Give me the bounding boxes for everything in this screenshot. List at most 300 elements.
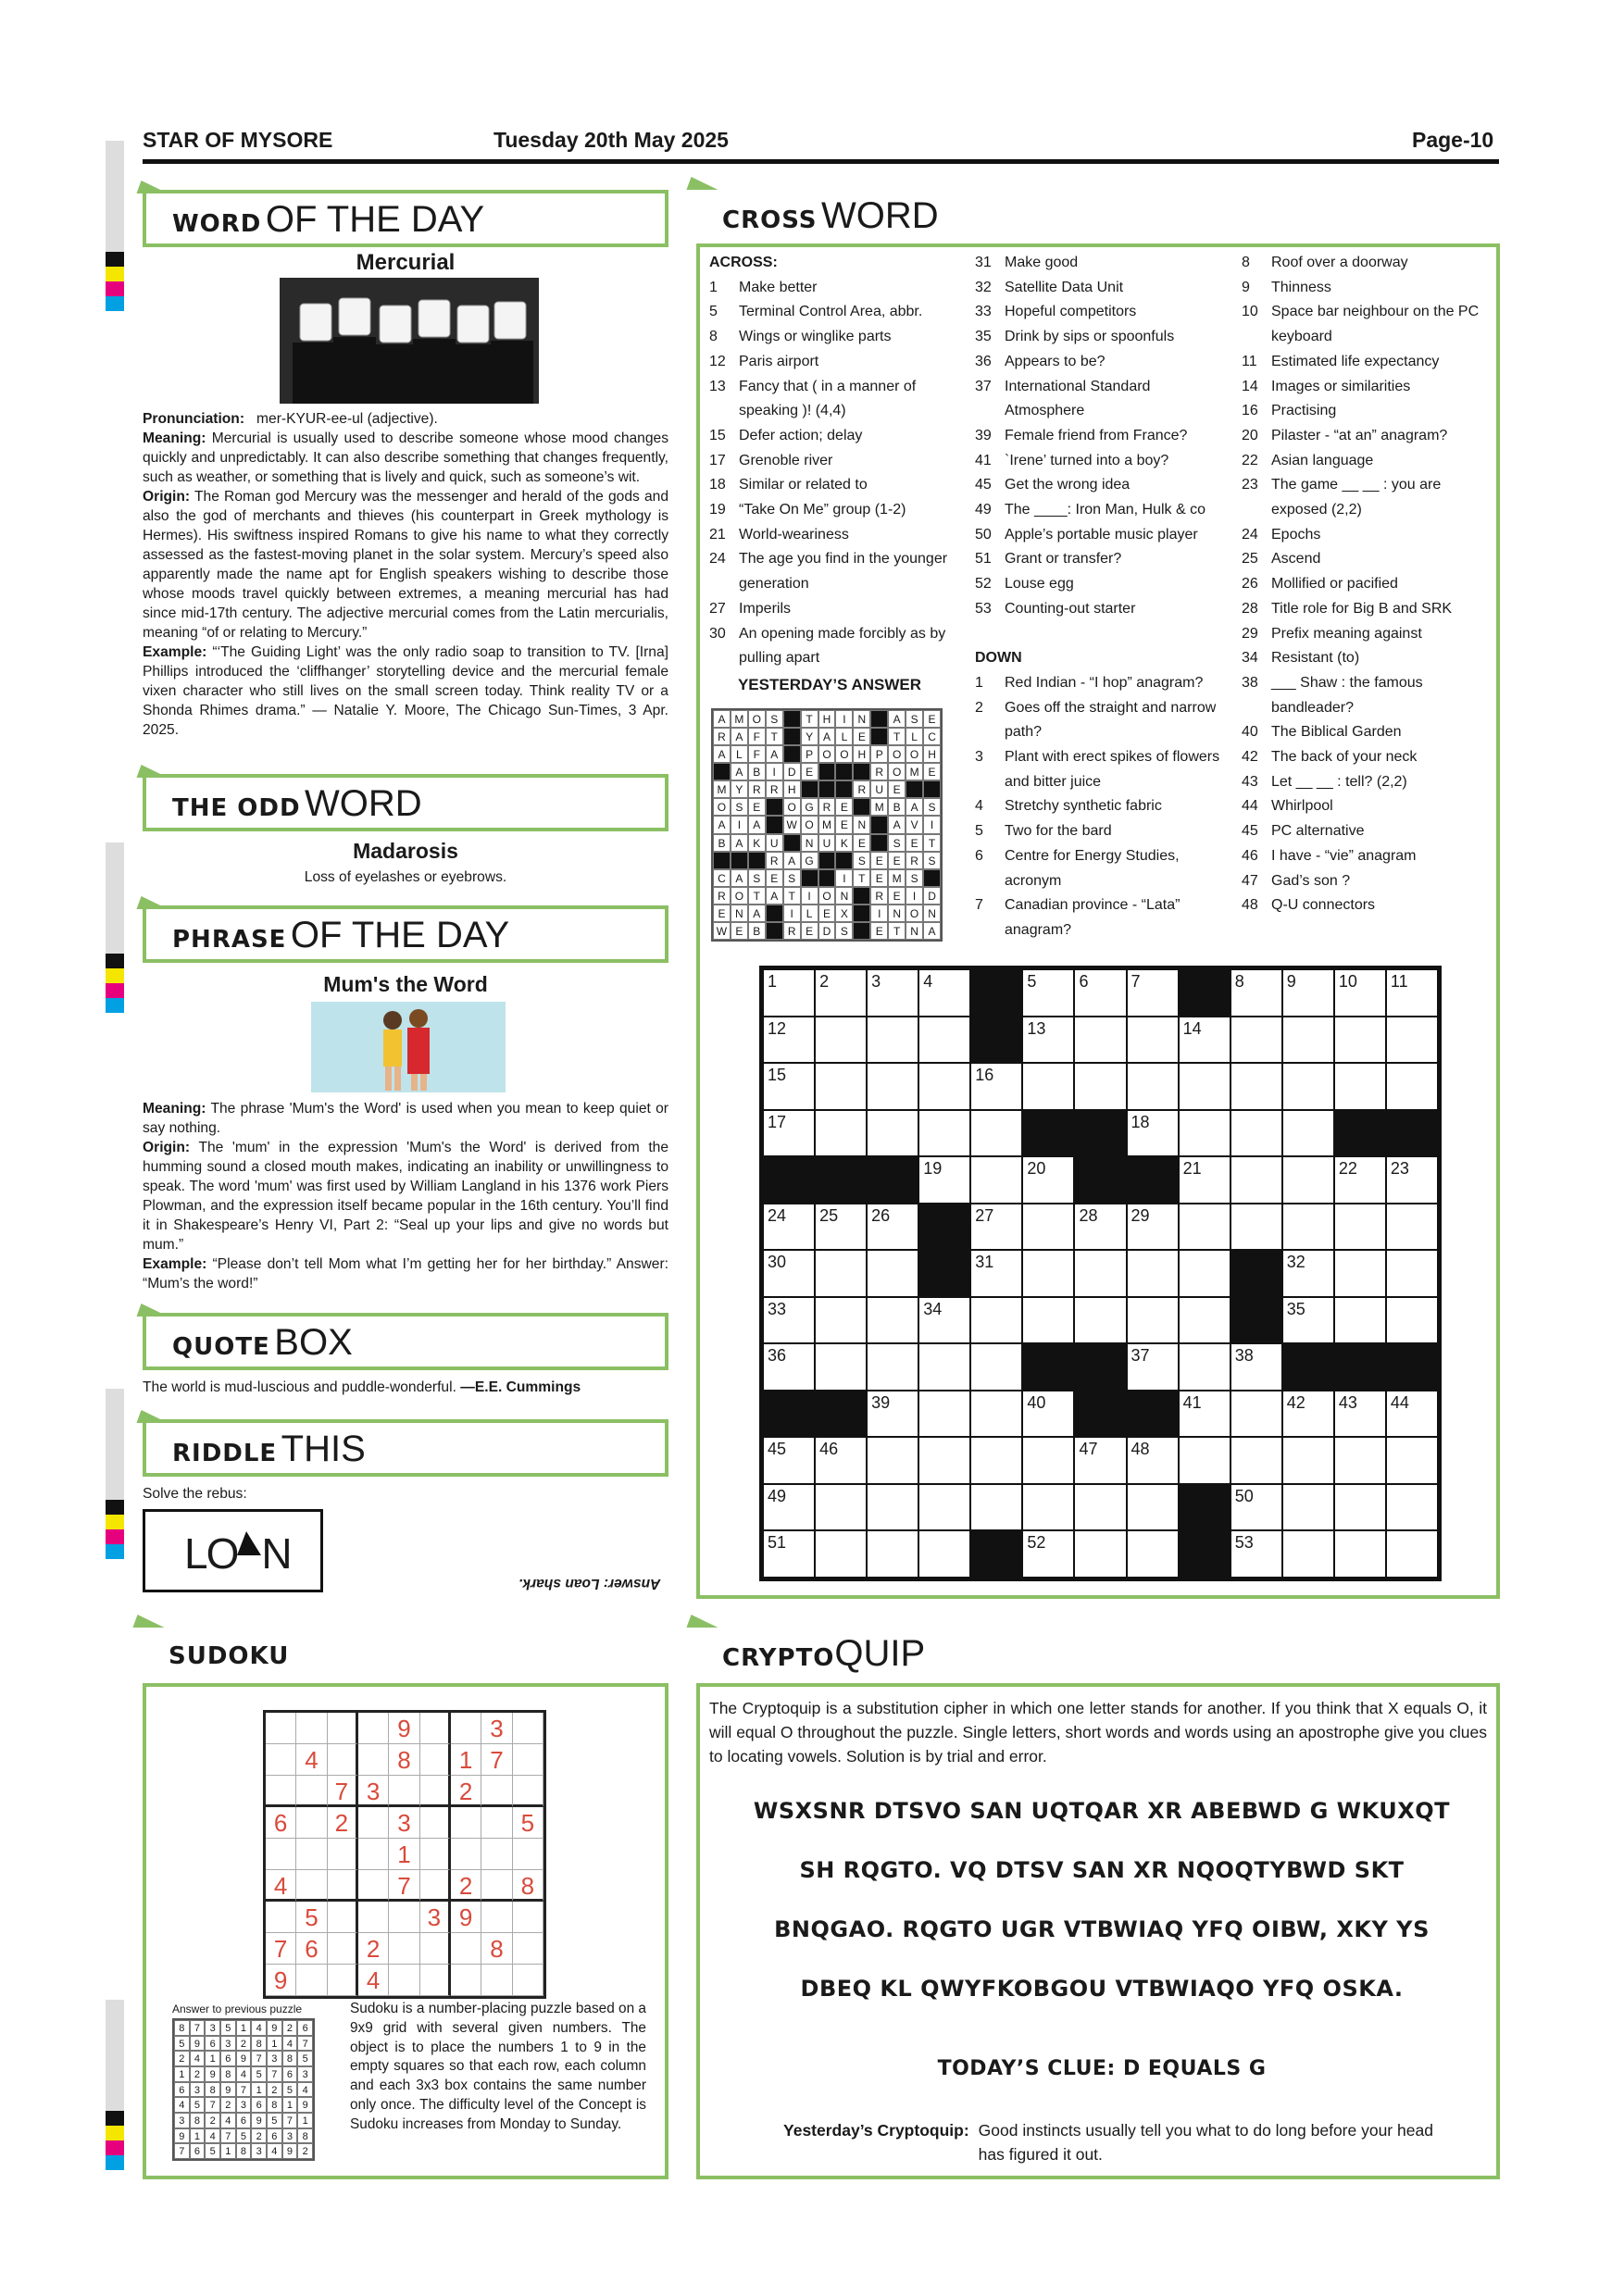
clue-text: Red Indian - “I hop” anagram? (1005, 674, 1204, 691)
crossword-cell[interactable] (1179, 1437, 1230, 1484)
crossword-cell[interactable] (815, 1484, 867, 1531)
crossword-cell[interactable] (1282, 1530, 1334, 1578)
crossword-cell[interactable] (970, 1343, 1022, 1391)
crossword-cell[interactable] (1282, 1017, 1334, 1064)
sudoku-empty-cell[interactable] (513, 1776, 543, 1807)
crossword-cell[interactable]: 36 (763, 1343, 815, 1391)
clue-text: Grant or transfer? (1005, 551, 1122, 568)
crossword-cell[interactable] (1179, 1343, 1230, 1391)
crossword-cell[interactable] (1127, 1063, 1179, 1110)
crossword-cell[interactable]: 38 (1230, 1343, 1282, 1391)
crossword-cell[interactable] (918, 1530, 970, 1578)
crossword-cell[interactable] (970, 1110, 1022, 1157)
answer-cell: I (835, 710, 853, 728)
crossword-cell[interactable] (1230, 1204, 1282, 1251)
crossword-cell[interactable] (1230, 1063, 1282, 1110)
crossword-cell[interactable] (1282, 1204, 1334, 1251)
crossword-cell[interactable] (1334, 1437, 1386, 1484)
crossword-cell[interactable]: 19 (918, 1156, 970, 1204)
clue-number: 45 (1242, 823, 1258, 840)
sudoku-empty-cell[interactable] (266, 1713, 296, 1744)
crossword-cell[interactable] (1282, 1484, 1334, 1531)
answer-cell: R (853, 780, 870, 798)
crossword-cell[interactable] (918, 1110, 970, 1157)
sudoku-empty-cell[interactable] (451, 1933, 481, 1965)
answer-black-cell (818, 852, 836, 869)
crossword-title (696, 190, 1500, 247)
crossword-cell[interactable] (1282, 1110, 1334, 1157)
clue-text: Images or similarities (1271, 378, 1411, 394)
crossword-cell[interactable]: 28 (1074, 1204, 1126, 1251)
answer-black-cell (766, 798, 783, 816)
clue-number: 9 (1242, 279, 1250, 295)
crossword-cell[interactable]: 42 (1282, 1391, 1334, 1438)
crossword-cell[interactable]: 16 (970, 1063, 1022, 1110)
crossword-cell[interactable]: 45 (763, 1437, 815, 1484)
crossword-cell[interactable]: 13 (1022, 1017, 1074, 1064)
sudoku-empty-cell[interactable] (389, 1902, 419, 1933)
answer-cell: T (923, 834, 941, 852)
sudoku-empty-cell[interactable] (328, 1870, 358, 1902)
crossword-cell[interactable]: 37 (1127, 1343, 1179, 1391)
sudoku-answer-cell: 6 (205, 2036, 220, 2052)
crossword-cell[interactable] (1334, 1063, 1386, 1110)
clue-number: 1 (709, 279, 718, 295)
crossword-cell[interactable] (1074, 1484, 1126, 1531)
crossword-black-cell (1127, 1156, 1179, 1204)
clue-item (975, 547, 1225, 572)
sudoku-empty-cell[interactable] (266, 1902, 296, 1933)
crossword-cell[interactable]: 20 (1022, 1156, 1074, 1204)
sudoku-answer-cell: 4 (267, 2143, 282, 2159)
crossword-cell[interactable] (970, 1437, 1022, 1484)
crossword-cell[interactable] (815, 1017, 867, 1064)
title-flag (686, 177, 722, 190)
sudoku-answer-cell: 5 (220, 2020, 236, 2036)
sudoku-answer-cell: 5 (190, 2097, 206, 2113)
sudoku-empty-cell[interactable] (513, 1902, 543, 1933)
clue-item (1242, 819, 1487, 844)
sudoku-empty-cell[interactable] (389, 1965, 419, 1996)
crossword-cell[interactable] (1230, 1110, 1282, 1157)
crossword-cell[interactable]: 4 (918, 969, 970, 1017)
crossword-cell[interactable]: 14 (1179, 1017, 1230, 1064)
sudoku-answer-cell: 5 (236, 2128, 252, 2144)
crossword-cell[interactable] (918, 1484, 970, 1531)
sudoku-given-cell: 9 (266, 1965, 296, 1996)
quote-title (143, 1313, 668, 1370)
crossword-cell[interactable]: 7 (1127, 969, 1179, 1017)
sudoku-empty-cell[interactable] (328, 1902, 358, 1933)
clue-text: Gad’s son ? (1271, 872, 1351, 889)
title-flag (136, 765, 172, 778)
answer-cell: R (766, 780, 783, 798)
sudoku-empty-cell[interactable] (481, 1839, 512, 1870)
crossword-cell[interactable] (1074, 1017, 1126, 1064)
answer-cell: E (835, 798, 853, 816)
sudoku-answer-cell: 7 (297, 2036, 313, 2052)
sudoku-empty-cell[interactable] (420, 1807, 451, 1839)
crossword-cell[interactable] (1127, 1484, 1179, 1531)
origin-text: The 'mum' in the expression 'Mum's the Word' is derived from the humming sound a closed mouth makes, indicating an inability or unwillingness to speak. The word 'mum' was first used by William Langland in his 1376 work Piers Plowman, and the expression itself became popular in the 16th century. You’ll find it in Shakespeare’s Henry VI, Part 2: “Seal up your lips and give no words but mum.” (143, 1140, 668, 1253)
sudoku-empty-cell[interactable] (451, 1965, 481, 1996)
crossword-cell[interactable]: 47 (1074, 1437, 1126, 1484)
clue-number: 22 (1242, 452, 1258, 468)
answer-cell: A (783, 852, 801, 869)
crossword-cell[interactable]: 26 (867, 1204, 918, 1251)
crossword-cell[interactable]: 51 (763, 1530, 815, 1578)
crossword-cell[interactable] (1386, 1297, 1438, 1344)
crossword-cell[interactable]: 22 (1334, 1156, 1386, 1204)
clue-item (709, 547, 955, 596)
sudoku-empty-cell[interactable] (481, 1870, 512, 1902)
sudoku-answer-cell: 9 (267, 2020, 282, 2036)
crossword-cell[interactable] (1386, 1017, 1438, 1064)
crossword-cell[interactable] (1179, 1204, 1230, 1251)
clue-text: Ascend (1271, 551, 1321, 568)
crossword-cell[interactable] (815, 1343, 867, 1391)
title-flag (136, 1304, 172, 1316)
sudoku-answer-cell: 7 (174, 2143, 190, 2159)
cryptoquip-intro: The Cryptoquip is a substitution cipher in which one letter stands for another. If you think that X equals O, it will equal O throughout the puzzle. Single letters, short words and words using an apostrophe give you clues to locating vowels. Solution is by trial and error. (709, 1699, 1487, 1766)
sudoku-answer-cell: 5 (174, 2036, 190, 2052)
crossword-cell[interactable] (970, 1156, 1022, 1204)
crossword-cell[interactable]: 2 (815, 969, 867, 1017)
crossword-cell[interactable] (1179, 1110, 1230, 1157)
sudoku-empty-cell[interactable] (296, 1713, 327, 1744)
crossword-cell[interactable] (1179, 1063, 1230, 1110)
crossword-cell[interactable]: 27 (970, 1204, 1022, 1251)
clue-item (975, 375, 1225, 424)
sudoku-empty-cell[interactable] (296, 1807, 327, 1839)
crossword-cell[interactable] (1282, 1437, 1334, 1484)
crossword-cell[interactable]: 32 (1282, 1250, 1334, 1297)
clue-text: Get the wrong idea (1005, 477, 1131, 493)
crossword-cell[interactable]: 9 (1282, 969, 1334, 1017)
answer-cell: S (906, 710, 923, 728)
sudoku-answer-cell: 1 (174, 2066, 190, 2082)
crossword-cell[interactable] (918, 1437, 970, 1484)
sudoku-empty-cell[interactable] (481, 1965, 512, 1996)
clue-item (1242, 745, 1487, 770)
sudoku-empty-cell[interactable] (420, 1839, 451, 1870)
clue-text: The Biblical Garden (1271, 724, 1402, 741)
riddle-title (143, 1419, 668, 1477)
sudoku-empty-cell[interactable] (420, 1744, 451, 1776)
crossword-cell[interactable] (1334, 1204, 1386, 1251)
crossword-cell[interactable]: 8 (1230, 969, 1282, 1017)
title-bold: RIDDLE (172, 1440, 278, 1467)
sudoku-empty-cell[interactable] (266, 1776, 296, 1807)
sudoku-empty-cell[interactable] (420, 1965, 451, 1996)
crossword-cell[interactable]: 46 (815, 1437, 867, 1484)
clue-text: Female friend from France? (1005, 427, 1188, 443)
crossword-cell[interactable]: 21 (1179, 1156, 1230, 1204)
clue-number: 40 (1242, 724, 1258, 741)
crossword-cell[interactable]: 50 (1230, 1484, 1282, 1531)
crossword-cell[interactable]: 24 (763, 1204, 815, 1251)
crossword-cell[interactable] (867, 1437, 918, 1484)
crossword-cell[interactable] (918, 1343, 970, 1391)
crossword-cell[interactable] (1179, 1250, 1230, 1297)
clue-number: 46 (1242, 847, 1258, 864)
crossword-cell[interactable] (1127, 1297, 1179, 1344)
crossword-cell[interactable] (918, 1391, 970, 1438)
crossword-cell[interactable] (1127, 1250, 1179, 1297)
crossword-cell[interactable]: 3 (867, 969, 918, 1017)
clue-text: Space bar neighbour on the PC keyboard (1271, 304, 1480, 345)
sudoku-given-cell: 2 (451, 1870, 481, 1902)
crossword-cell[interactable] (815, 1297, 867, 1344)
crossword-cell[interactable]: 49 (763, 1484, 815, 1531)
crossword-cell[interactable]: 31 (970, 1250, 1022, 1297)
crossword-cell[interactable] (867, 1530, 918, 1578)
crossword-cell[interactable] (1022, 1063, 1074, 1110)
sudoku-empty-cell[interactable] (358, 1839, 389, 1870)
clue-item (1242, 547, 1487, 572)
crossword-cell[interactable]: 10 (1334, 969, 1386, 1017)
crossword-cell[interactable] (1179, 1297, 1230, 1344)
crossword-cell[interactable] (815, 1110, 867, 1157)
cipher-line-2: SH RQGTO. VQ DTSV SAN XR NQOQTYBWD SKT (799, 1857, 1405, 1883)
sudoku-empty-cell[interactable] (513, 1839, 543, 1870)
crossword-cell[interactable]: 41 (1179, 1391, 1230, 1438)
crossword-cell[interactable]: 43 (1334, 1391, 1386, 1438)
crossword-cell[interactable] (1386, 1063, 1438, 1110)
clue-text: Prefix meaning against (1271, 625, 1422, 642)
clue-item (709, 276, 955, 301)
crossword-cell[interactable]: 23 (1386, 1156, 1438, 1204)
crossword-cell[interactable] (1022, 1437, 1074, 1484)
answer-cell: O (888, 763, 906, 780)
crossword-black-cell (918, 1204, 970, 1251)
sudoku-empty-cell[interactable] (420, 1713, 451, 1744)
sudoku-empty-cell[interactable] (358, 1902, 389, 1933)
sudoku-empty-cell[interactable] (328, 1965, 358, 1996)
answer-cell: O (731, 887, 748, 905)
crossword-black-cell (1179, 1484, 1230, 1531)
crossword-cell[interactable] (918, 1063, 970, 1110)
sudoku-empty-cell[interactable] (389, 1933, 419, 1965)
clue-item (1242, 300, 1487, 349)
crossword-cell[interactable] (918, 1017, 970, 1064)
crossword-black-cell (918, 1250, 970, 1297)
crossword-cell[interactable]: 39 (867, 1391, 918, 1438)
crossword-cell[interactable] (970, 1391, 1022, 1438)
margin-bar (106, 267, 124, 281)
crossword-cell[interactable] (1230, 1156, 1282, 1204)
sudoku-empty-cell[interactable] (513, 1965, 543, 1996)
sudoku-empty-cell[interactable] (451, 1807, 481, 1839)
crossword-cell[interactable] (815, 1063, 867, 1110)
sudoku-empty-cell[interactable] (296, 1776, 327, 1807)
crossword-cell[interactable]: 48 (1127, 1437, 1179, 1484)
crossword-cell[interactable] (867, 1110, 918, 1157)
phrase-title (143, 905, 668, 963)
crossword-cell[interactable] (1282, 1156, 1334, 1204)
crossword-cell[interactable] (1230, 1437, 1282, 1484)
down-clues-col3 (1242, 251, 1487, 918)
crossword-cell[interactable] (1074, 1250, 1126, 1297)
crossword-cell[interactable]: 1 (763, 969, 815, 1017)
phrase-body (143, 1099, 668, 1293)
clue-number: 23 (1242, 477, 1258, 493)
crossword-cell[interactable] (1386, 1204, 1438, 1251)
answer-cell: A (731, 728, 748, 745)
crossword-cell[interactable] (1386, 1484, 1438, 1531)
sudoku-answer-cell: 2 (220, 2097, 236, 2113)
clue-item (709, 325, 955, 350)
sudoku-answer-cell: 4 (251, 2020, 267, 2036)
crossword-cell[interactable]: 34 (918, 1297, 970, 1344)
margin-bar (106, 2111, 124, 2126)
answer-cell: T (888, 728, 906, 745)
sudoku-empty-cell[interactable] (328, 1839, 358, 1870)
clue-number: 3 (975, 749, 983, 766)
sudoku-empty-cell[interactable] (328, 1933, 358, 1965)
sudoku-empty-cell[interactable] (296, 1965, 327, 1996)
crossword-cell[interactable] (1022, 1250, 1074, 1297)
crossword-cell[interactable]: 44 (1386, 1391, 1438, 1438)
crossword-cell[interactable]: 15 (763, 1063, 815, 1110)
sudoku-answer-cell: 5 (297, 2051, 313, 2066)
sudoku-empty-cell[interactable] (451, 1713, 481, 1744)
crossword-cell[interactable] (1074, 1297, 1126, 1344)
crossword-cell[interactable]: 52 (1022, 1530, 1074, 1578)
answer-cell: M (731, 710, 748, 728)
answer-cell: T (748, 887, 766, 905)
clue-text: I have - “vie” anagram (1271, 847, 1417, 864)
clue-number: 52 (975, 576, 992, 593)
sudoku-empty-cell[interactable] (328, 1713, 358, 1744)
crossword-cell[interactable]: 35 (1282, 1297, 1334, 1344)
sudoku-empty-cell[interactable] (513, 1713, 543, 1744)
crossword-cell[interactable] (1386, 1437, 1438, 1484)
crossword-cell[interactable]: 30 (763, 1250, 815, 1297)
crossword-cell[interactable] (1386, 1530, 1438, 1578)
sudoku-answer-cell: 2 (267, 2082, 282, 2098)
sudoku-empty-cell[interactable] (420, 1776, 451, 1807)
sudoku-empty-cell[interactable] (266, 1839, 296, 1870)
sudoku-empty-cell[interactable] (389, 1776, 419, 1807)
crossword-cell[interactable] (1334, 1484, 1386, 1531)
crossword-cell[interactable] (1386, 1250, 1438, 1297)
sudoku-empty-cell[interactable] (358, 1744, 389, 1776)
crossword-cell[interactable]: 18 (1127, 1110, 1179, 1157)
answer-cell: A (888, 816, 906, 833)
clue-item (709, 473, 955, 498)
crossword-cell[interactable] (1334, 1530, 1386, 1578)
answer-cell: I (766, 763, 783, 780)
sudoku-empty-cell[interactable] (420, 1933, 451, 1965)
sudoku-empty-cell[interactable] (328, 1744, 358, 1776)
crossword-cell[interactable] (1334, 1250, 1386, 1297)
crossword-cell[interactable]: 12 (763, 1017, 815, 1064)
sudoku-empty-cell[interactable] (513, 1744, 543, 1776)
crossword-cell[interactable] (1230, 1391, 1282, 1438)
crossword-cell[interactable] (867, 1297, 918, 1344)
crossword-cell[interactable] (1334, 1017, 1386, 1064)
clue-number: 43 (1242, 773, 1258, 790)
crossword-cell[interactable] (867, 1063, 918, 1110)
crossword-cell[interactable] (1074, 1530, 1126, 1578)
clue-text: Asian language (1271, 452, 1374, 468)
sudoku-empty-cell[interactable] (296, 1839, 327, 1870)
sudoku-answer-cell: 3 (220, 2036, 236, 2052)
sudoku-given-cell: 2 (358, 1933, 389, 1965)
answer-black-cell (801, 780, 818, 798)
crossword-cell[interactable]: 6 (1074, 969, 1126, 1017)
answer-cell: R (783, 922, 801, 940)
sudoku-empty-cell[interactable] (481, 1776, 512, 1807)
clue-number: 10 (1242, 304, 1258, 320)
answer-black-cell (853, 922, 870, 940)
crossword-cell[interactable] (1230, 1017, 1282, 1064)
crossword-cell[interactable] (1282, 1063, 1334, 1110)
answer-black-cell (853, 798, 870, 816)
crossword-cell[interactable] (867, 1017, 918, 1064)
clue-item (1242, 770, 1487, 795)
crossword-cell[interactable]: 53 (1230, 1530, 1282, 1578)
sudoku-empty-cell[interactable] (451, 1839, 481, 1870)
crossword-cell[interactable] (1127, 1530, 1179, 1578)
crossword-cell[interactable] (970, 1297, 1022, 1344)
sudoku-empty-cell[interactable] (481, 1902, 512, 1933)
crossword-cell[interactable]: 40 (1022, 1391, 1074, 1438)
sudoku-answer-cell: 3 (174, 2113, 190, 2128)
crossword-cell[interactable] (1022, 1297, 1074, 1344)
sudoku-answer-cell: 3 (282, 2128, 298, 2144)
crossword-cell[interactable] (970, 1484, 1022, 1531)
sudoku-empty-cell[interactable] (358, 1870, 389, 1902)
crossword-cell[interactable]: 25 (815, 1204, 867, 1251)
sudoku-empty-cell[interactable] (513, 1933, 543, 1965)
sudoku-empty-cell[interactable] (481, 1807, 512, 1839)
crossword-cell[interactable] (867, 1484, 918, 1531)
sudoku-empty-cell[interactable] (420, 1870, 451, 1902)
sudoku-given-cell: 3 (420, 1902, 451, 1933)
sudoku-empty-cell[interactable] (358, 1713, 389, 1744)
answer-cell: L (835, 728, 853, 745)
sudoku-empty-cell[interactable] (266, 1744, 296, 1776)
crossword-cell[interactable] (1022, 1204, 1074, 1251)
sudoku-given-cell: 6 (296, 1933, 327, 1965)
answer-black-cell (713, 852, 731, 869)
crossword-cell[interactable]: 33 (763, 1297, 815, 1344)
crossword-cell[interactable] (815, 1530, 867, 1578)
crossword-cell[interactable]: 17 (763, 1110, 815, 1157)
crossword-cell[interactable] (867, 1250, 918, 1297)
crossword-cell[interactable]: 29 (1127, 1204, 1179, 1251)
crossword-cell[interactable] (1334, 1297, 1386, 1344)
crossword-cell[interactable] (1127, 1017, 1179, 1064)
sudoku-given-cell: 4 (296, 1744, 327, 1776)
crossword-black-cell (1386, 1343, 1438, 1391)
sudoku-empty-cell[interactable] (296, 1870, 327, 1902)
crossword-cell[interactable]: 11 (1386, 969, 1438, 1017)
clue-item (975, 350, 1225, 375)
crossword-cell[interactable] (1074, 1063, 1126, 1110)
sudoku-answer-cell: 7 (205, 2097, 220, 2113)
crossword-cell[interactable] (1022, 1484, 1074, 1531)
crossword-cell[interactable]: 5 (1022, 969, 1074, 1017)
crossword-cell[interactable] (867, 1343, 918, 1391)
crossword-cell[interactable] (815, 1250, 867, 1297)
clue-text: Make better (739, 279, 818, 295)
sudoku-empty-cell[interactable] (358, 1807, 389, 1839)
clue-item (975, 251, 1225, 276)
crossword-black-cell (1334, 1343, 1386, 1391)
